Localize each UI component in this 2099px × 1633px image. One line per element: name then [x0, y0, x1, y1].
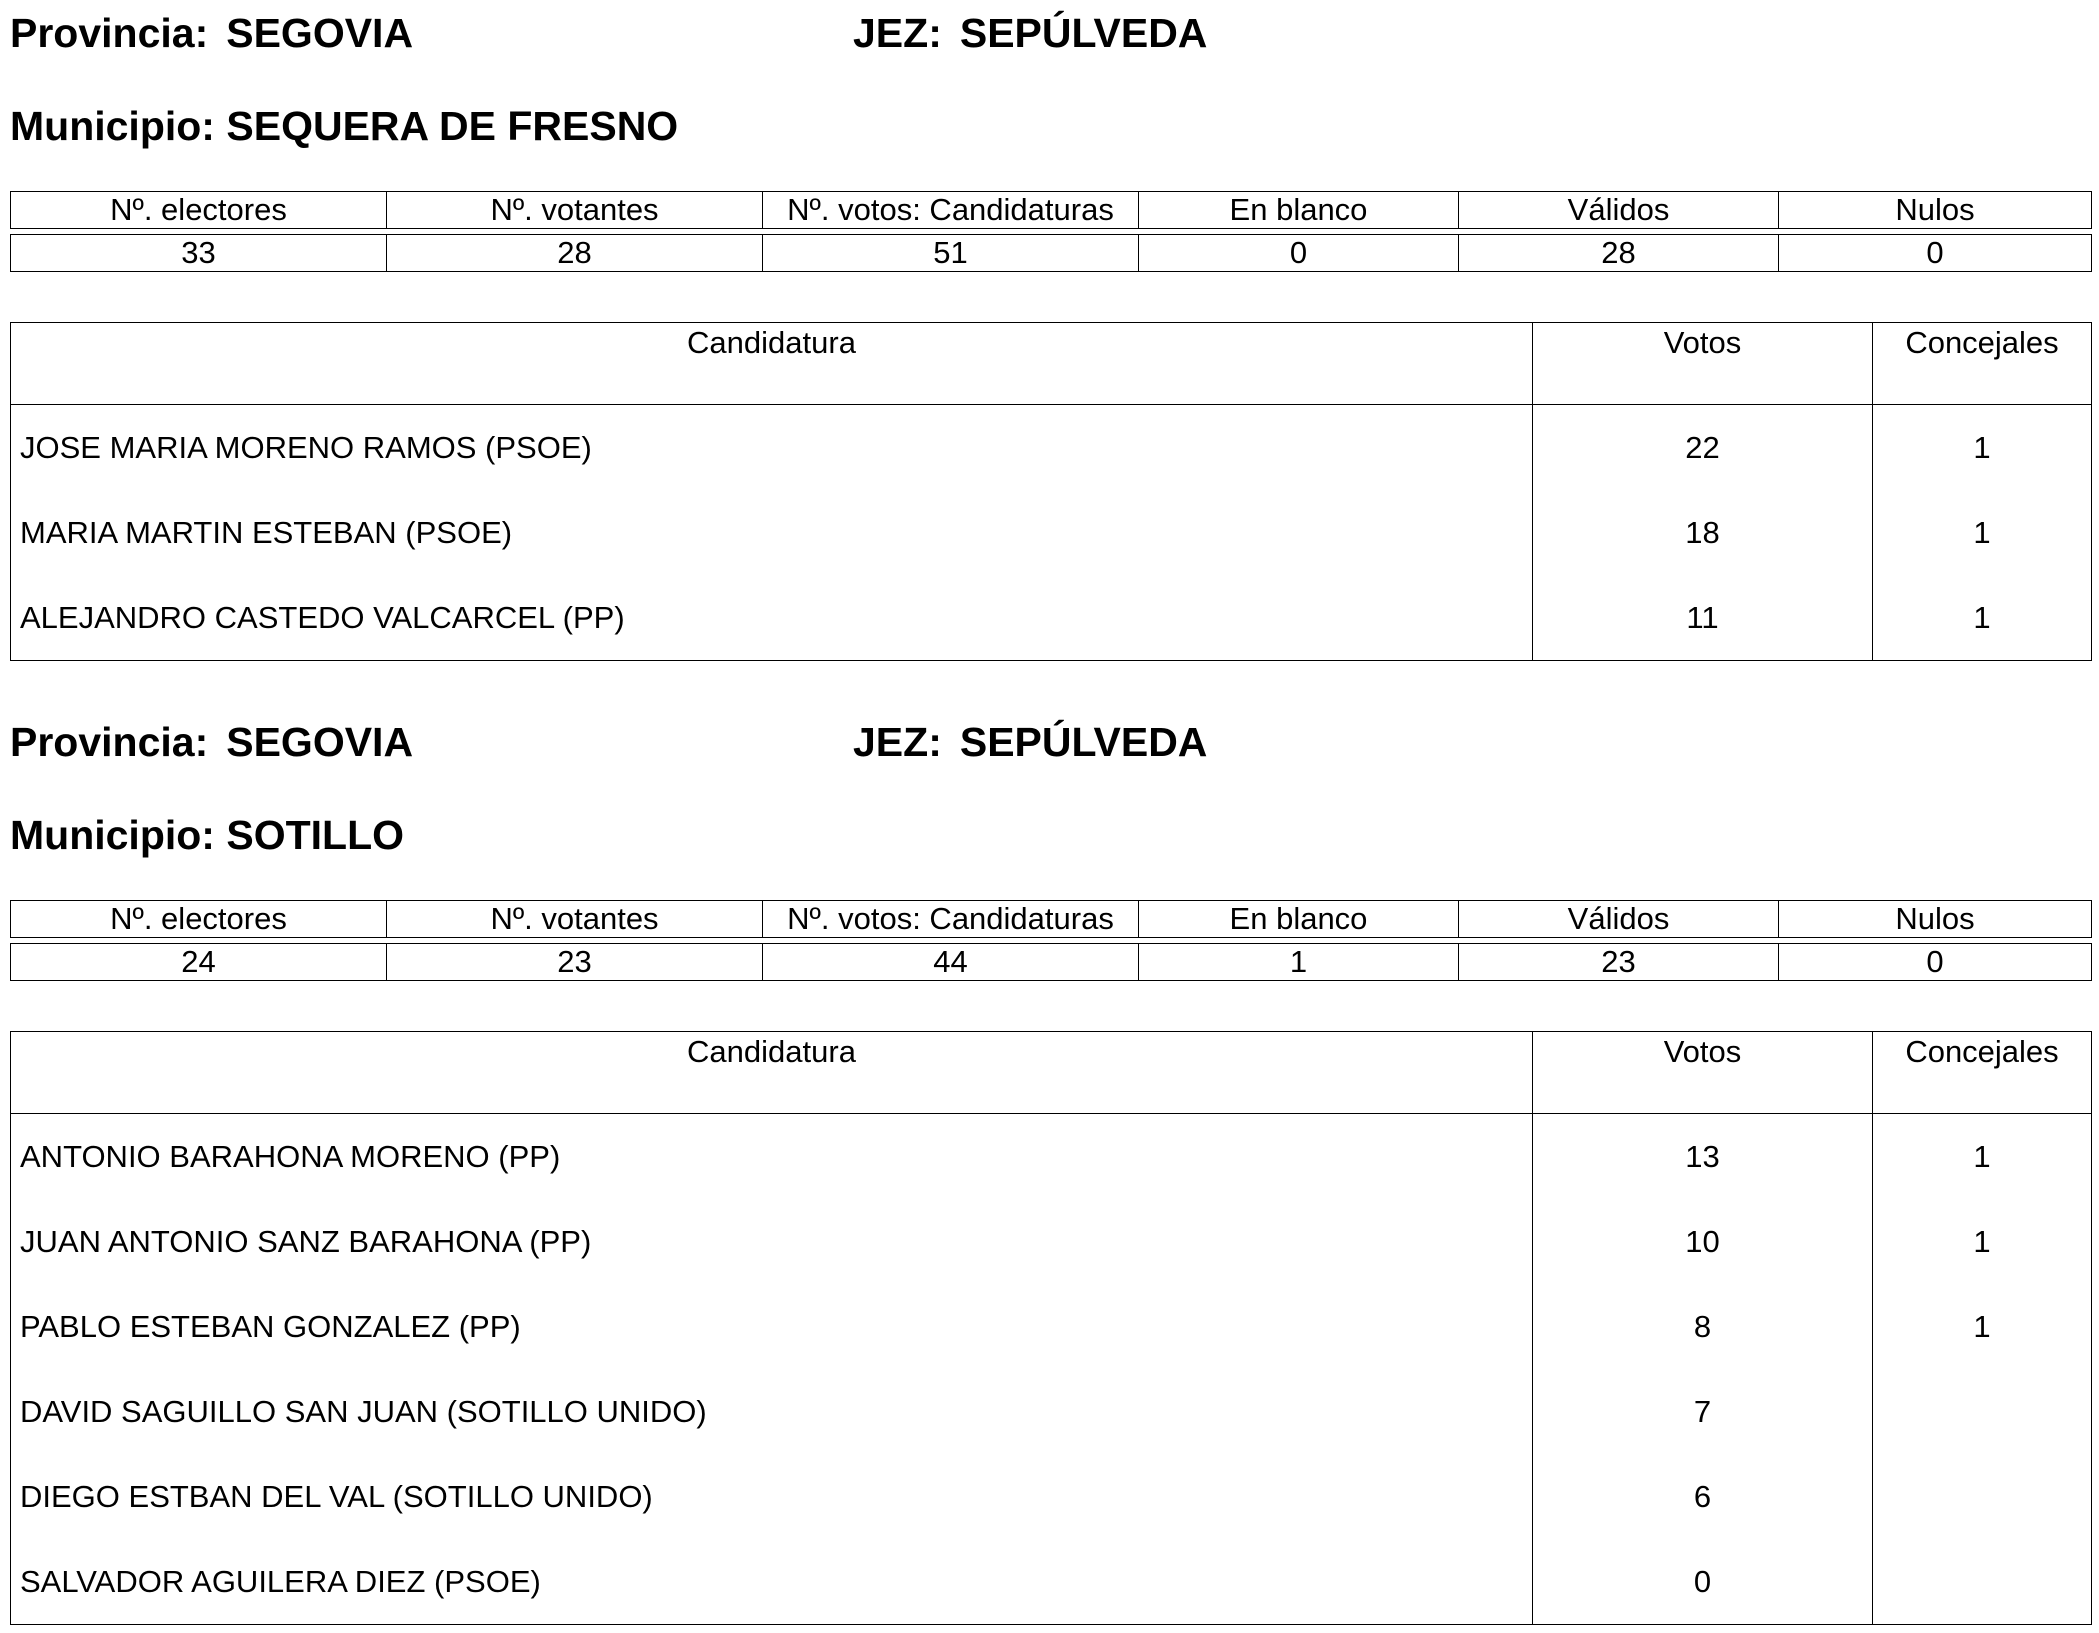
stats-header-row — [11, 192, 2092, 229]
stats-header-cell: Válidos — [1459, 192, 1779, 229]
candidate-name: ALEJANDRO CASTEDO VALCARCEL (PP) — [11, 575, 1533, 661]
stats-value-cell: 24 — [11, 944, 387, 981]
municipio-heading — [10, 101, 678, 151]
candidate-votos: 18 — [1533, 490, 1873, 575]
stats-value-cell: 33 — [11, 235, 387, 272]
candidate-name: DAVID SAGUILLO SAN JUAN (SOTILLO UNIDO) — [11, 1369, 1533, 1454]
candidate-votos: 13 — [1533, 1114, 1873, 1200]
candidate-votos: 22 — [1533, 405, 1873, 491]
provincia-label: Provincia: — [10, 719, 209, 765]
provincia-value: SEGOVIA — [226, 10, 414, 56]
table-row — [11, 490, 2092, 575]
candidate-votos: 11 — [1533, 575, 1873, 661]
stats-values-table — [10, 234, 2092, 272]
candidate-concejales: 1 — [1873, 405, 2092, 491]
votos-header: Votos — [1533, 323, 1873, 405]
candidaturas-table — [10, 322, 2092, 661]
candidate-name: JOSE MARIA MORENO RAMOS (PSOE) — [11, 405, 1533, 491]
provincia-heading — [10, 8, 413, 58]
municipio-value: SEQUERA DE FRESNO — [226, 103, 679, 149]
table-row — [11, 1284, 2092, 1369]
candidatura-header: Candidatura — [11, 1032, 1533, 1114]
votos-header: Votos — [1533, 1032, 1873, 1114]
table-row — [11, 1199, 2092, 1284]
table-row — [11, 575, 2092, 661]
candidate-concejales — [1873, 1454, 2092, 1539]
stats-header-cell: Nº. electores — [11, 192, 387, 229]
candidaturas-header-row — [11, 323, 2092, 405]
jez-heading — [853, 8, 1207, 58]
candidate-concejales: 1 — [1873, 575, 2092, 661]
stats-header-table — [10, 900, 2092, 938]
candidate-concejales — [1873, 1369, 2092, 1454]
municipio-value: SOTILLO — [226, 812, 405, 858]
stats-value-cell: 44 — [763, 944, 1139, 981]
candidatura-header: Candidatura — [11, 323, 1533, 405]
candidate-name: PABLO ESTEBAN GONZALEZ (PP) — [11, 1284, 1533, 1369]
concejales-header: Concejales — [1873, 323, 2092, 405]
candidate-votos: 8 — [1533, 1284, 1873, 1369]
candidate-name: SALVADOR AGUILERA DIEZ (PSOE) — [11, 1539, 1533, 1625]
candidate-concejales: 1 — [1873, 490, 2092, 575]
table-row — [11, 1369, 2092, 1454]
stats-header-cell: Válidos — [1459, 901, 1779, 938]
jez-value: SEPÚLVEDA — [959, 10, 1208, 56]
candidate-name: DIEGO ESTBAN DEL VAL (SOTILLO UNIDO) — [11, 1454, 1533, 1539]
stats-value-cell: 0 — [1779, 944, 2092, 981]
jez-label: JEZ: — [853, 719, 942, 765]
candidaturas-table — [10, 1031, 2092, 1625]
stats-value-cell: 0 — [1139, 235, 1459, 272]
candidate-name: MARIA MARTIN ESTEBAN (PSOE) — [11, 490, 1533, 575]
stats-header-cell: Nº. votos: Candidaturas — [763, 192, 1139, 229]
stats-header-row — [11, 901, 2092, 938]
municipio-label: Municipio: — [10, 103, 215, 149]
stats-value-cell: 28 — [1459, 235, 1779, 272]
table-row — [11, 1114, 2092, 1200]
stats-header-cell: Nº. votantes — [387, 192, 763, 229]
candidate-concejales — [1873, 1539, 2092, 1625]
municipio-label: Municipio: — [10, 812, 215, 858]
candidate-votos: 0 — [1533, 1539, 1873, 1625]
candidate-concejales: 1 — [1873, 1199, 2092, 1284]
stats-values-row — [11, 235, 2092, 272]
candidate-name: JUAN ANTONIO SANZ BARAHONA (PP) — [11, 1199, 1533, 1284]
jez-heading — [853, 717, 1207, 767]
stats-header-cell: Nulos — [1779, 192, 2092, 229]
stats-header-cell: Nº. votantes — [387, 901, 763, 938]
stats-value-cell: 51 — [763, 235, 1139, 272]
stats-values-row — [11, 944, 2092, 981]
concejales-header: Concejales — [1873, 1032, 2092, 1114]
stats-value-cell: 0 — [1779, 235, 2092, 272]
stats-header-cell: Nº. electores — [11, 901, 387, 938]
stats-values-table — [10, 943, 2092, 981]
stats-value-cell: 1 — [1139, 944, 1459, 981]
candidate-votos: 6 — [1533, 1454, 1873, 1539]
stats-value-cell: 23 — [387, 944, 763, 981]
provincia-label: Provincia: — [10, 10, 209, 56]
stats-header-cell: En blanco — [1139, 901, 1459, 938]
provincia-value: SEGOVIA — [226, 719, 414, 765]
stats-header-table — [10, 191, 2092, 229]
table-row — [11, 405, 2092, 491]
stats-value-cell: 23 — [1459, 944, 1779, 981]
candidate-concejales: 1 — [1873, 1114, 2092, 1200]
stats-header-cell: Nulos — [1779, 901, 2092, 938]
candidate-votos: 10 — [1533, 1199, 1873, 1284]
municipio-heading — [10, 810, 404, 860]
stats-header-cell: Nº. votos: Candidaturas — [763, 901, 1139, 938]
table-row — [11, 1539, 2092, 1625]
stats-header-cell: En blanco — [1139, 192, 1459, 229]
candidate-concejales: 1 — [1873, 1284, 2092, 1369]
provincia-heading — [10, 717, 413, 767]
candidaturas-header-row — [11, 1032, 2092, 1114]
stats-value-cell: 28 — [387, 235, 763, 272]
candidate-votos: 7 — [1533, 1369, 1873, 1454]
jez-label: JEZ: — [853, 10, 942, 56]
candidate-name: ANTONIO BARAHONA MORENO (PP) — [11, 1114, 1533, 1200]
table-row — [11, 1454, 2092, 1539]
jez-value: SEPÚLVEDA — [959, 719, 1208, 765]
